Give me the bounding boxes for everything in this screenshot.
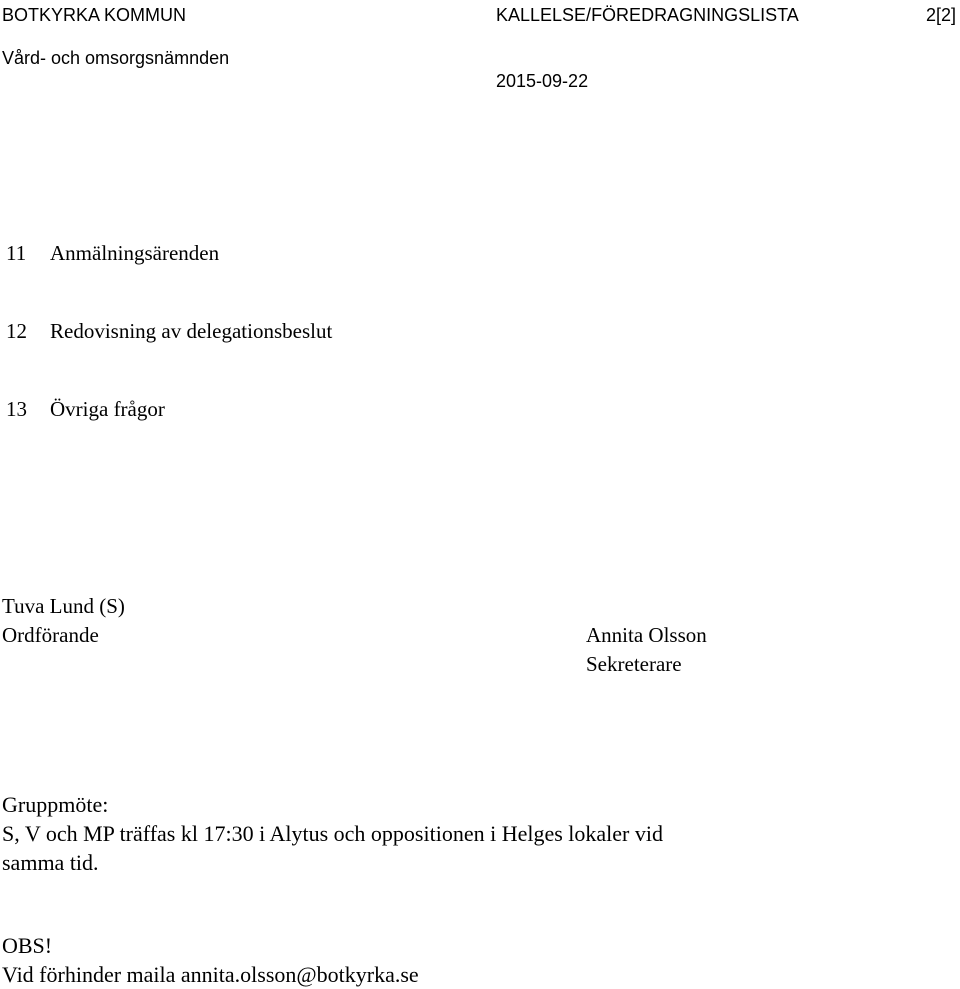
- group-meeting-line: S, V och MP träffas kl 17:30 i Alytus och oppositionen i Helges lokaler vid: [2, 821, 663, 846]
- agenda-item-number: 13: [6, 397, 27, 421]
- committee-name: Vård- och omsorgsnämnden: [2, 48, 230, 68]
- group-meeting-line: samma tid.: [2, 850, 99, 875]
- group-meeting-heading: Gruppmöte:: [2, 792, 109, 817]
- document-date: 2015-09-22: [496, 71, 589, 91]
- agenda-item-number: 11: [6, 241, 27, 265]
- notice-heading: OBS!: [2, 933, 53, 958]
- agenda-item-title: Redovisning av delegationsbeslut: [50, 319, 333, 343]
- agenda-item: [6, 399, 165, 420]
- agenda-item-number: 12: [6, 319, 27, 343]
- chair-signature: [2, 592, 125, 650]
- document-type: KALLELSE/FÖREDRAGNINGSLISTA: [496, 5, 799, 25]
- notice-section: [2, 931, 902, 989]
- agenda-item: [6, 321, 332, 342]
- secretary-role: Sekreterare: [586, 652, 682, 676]
- secretary-signature: [586, 621, 707, 679]
- chair-name: Tuva Lund (S): [2, 594, 125, 618]
- notice-text: Vid förhinder maila annita.olsson@botkyrka.se: [2, 962, 419, 987]
- secretary-name: Annita Olsson: [586, 623, 707, 647]
- agenda-item: [6, 243, 219, 264]
- agenda-item-title: Övriga frågor: [50, 397, 165, 421]
- organization-name: BOTKYRKA KOMMUN: [2, 5, 187, 25]
- page-number: 2[2]: [925, 5, 956, 25]
- chair-role: Ordförande: [2, 623, 99, 647]
- group-meeting-section: [2, 790, 902, 877]
- agenda-item-title: Anmälningsärenden: [50, 241, 220, 265]
